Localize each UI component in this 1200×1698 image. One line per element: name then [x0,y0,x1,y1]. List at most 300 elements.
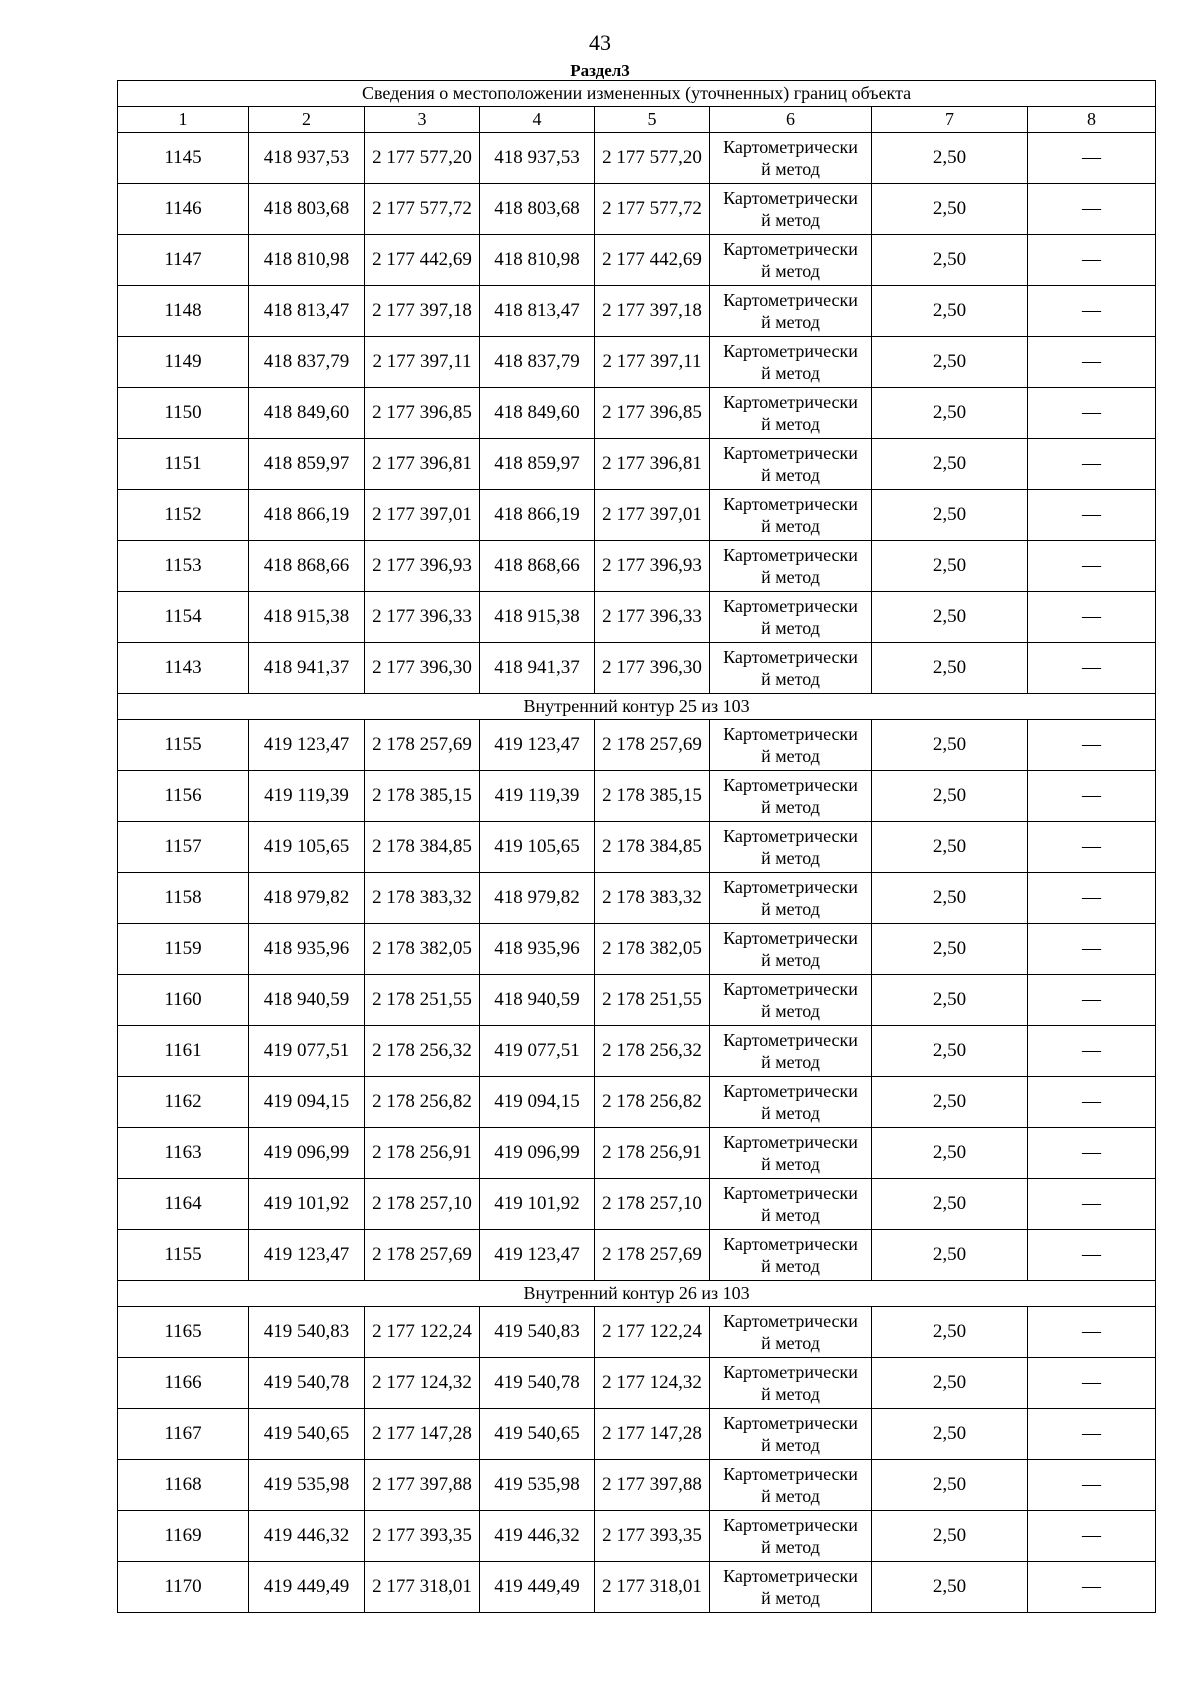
table-row [118,541,1156,592]
coord-y-cell: 2 178 257,10 [365,1179,480,1230]
description-cell: — [1028,1307,1156,1358]
accuracy-cell: 2,50 [872,975,1028,1026]
point-number-cell: 1149 [118,337,249,388]
coord-x-refined-cell: 419 119,39 [480,771,595,822]
coord-y-refined-cell: 2 177 396,85 [595,388,710,439]
page-number: 43 [589,30,611,55]
method-line: Картометрически [723,775,858,795]
method-line: Картометрически [723,341,858,361]
table-row [118,1307,1156,1358]
description-cell: — [1028,720,1156,771]
description-cell: — [1028,1409,1156,1460]
method-line: й метод [761,516,820,536]
description-cell: — [1028,1511,1156,1562]
coord-y-refined-cell: 2 177 397,11 [595,337,710,388]
coord-x-cell: 418 810,98 [249,235,365,286]
method-line: й метод [761,848,820,868]
coord-x-cell: 418 813,47 [249,286,365,337]
coord-y-cell: 2 177 124,32 [365,1358,480,1409]
point-number-cell: 1154 [118,592,249,643]
method-line: й метод [761,950,820,970]
table-row [118,490,1156,541]
coord-y-refined-cell: 2 177 442,69 [595,235,710,286]
coord-x-refined-cell: 418 940,59 [480,975,595,1026]
method-line: Картометрически [723,928,858,948]
description-cell: — [1028,1128,1156,1179]
coord-x-cell: 419 119,39 [249,771,365,822]
method-line: Картометрически [723,1030,858,1050]
accuracy-cell: 2,50 [872,1358,1028,1409]
contour-label: Внутренний контур 25 из 103 [118,694,1156,720]
coord-x-cell: 418 866,19 [249,490,365,541]
point-number-cell: 1165 [118,1307,249,1358]
description-cell: — [1028,873,1156,924]
table-title: Сведения о местоположении измененных (уточненных) границ объекта [118,81,1156,107]
method-line: й метод [761,1588,820,1608]
coord-x-refined-cell: 418 866,19 [480,490,595,541]
coord-x-cell: 419 096,99 [249,1128,365,1179]
point-number-cell: 1158 [118,873,249,924]
coord-y-refined-cell: 2 177 393,35 [595,1511,710,1562]
method-line: Картометрически [723,392,858,412]
method-cell [710,439,872,490]
method-line: Картометрически [723,1566,858,1586]
point-number-cell: 1160 [118,975,249,1026]
point-number-cell: 1169 [118,1511,249,1562]
method-cell [710,490,872,541]
coord-y-cell: 2 178 385,15 [365,771,480,822]
table-body [118,133,1156,1613]
table-row [118,439,1156,490]
coord-x-refined-cell: 418 810,98 [480,235,595,286]
contour-heading-row [118,694,1156,720]
point-number-cell: 1170 [118,1562,249,1613]
coord-y-refined-cell: 2 178 385,15 [595,771,710,822]
method-line: й метод [761,1154,820,1174]
coord-y-refined-cell: 2 178 384,85 [595,822,710,873]
method-line: Картометрически [723,1132,858,1152]
description-cell: — [1028,541,1156,592]
accuracy-cell: 2,50 [872,133,1028,184]
method-line: й метод [761,1384,820,1404]
accuracy-cell: 2,50 [872,1128,1028,1179]
table-title-row [118,81,1156,107]
accuracy-cell: 2,50 [872,286,1028,337]
table-row [118,643,1156,694]
coord-y-refined-cell: 2 177 122,24 [595,1307,710,1358]
coord-y-cell: 2 177 396,81 [365,439,480,490]
point-number-cell: 1145 [118,133,249,184]
description-cell: — [1028,1358,1156,1409]
table-row [118,975,1156,1026]
coord-y-cell: 2 178 256,82 [365,1077,480,1128]
coord-y-cell: 2 177 397,11 [365,337,480,388]
method-cell [710,1562,872,1613]
coord-y-refined-cell: 2 177 396,30 [595,643,710,694]
coord-x-refined-cell: 419 449,49 [480,1562,595,1613]
method-cell [710,1077,872,1128]
accuracy-cell: 2,50 [872,1179,1028,1230]
method-line: Картометрически [723,1413,858,1433]
point-number-cell: 1152 [118,490,249,541]
coord-y-cell: 2 177 396,33 [365,592,480,643]
coord-x-cell: 418 941,37 [249,643,365,694]
method-cell [710,235,872,286]
method-cell [710,822,872,873]
method-cell [710,541,872,592]
coord-y-refined-cell: 2 178 251,55 [595,975,710,1026]
description-cell: — [1028,388,1156,439]
coord-x-cell: 419 123,47 [249,720,365,771]
column-header: 1 [118,107,249,133]
method-line: Картометрически [723,647,858,667]
accuracy-cell: 2,50 [872,771,1028,822]
description-cell: — [1028,1077,1156,1128]
coord-x-refined-cell: 418 859,97 [480,439,595,490]
accuracy-cell: 2,50 [872,337,1028,388]
coord-y-cell: 2 178 251,55 [365,975,480,1026]
accuracy-cell: 2,50 [872,643,1028,694]
coord-x-refined-cell: 419 094,15 [480,1077,595,1128]
method-line: Картометрически [723,545,858,565]
point-number-cell: 1157 [118,822,249,873]
coord-x-refined-cell: 418 803,68 [480,184,595,235]
coord-x-cell: 419 094,15 [249,1077,365,1128]
column-header: 2 [249,107,365,133]
accuracy-cell: 2,50 [872,822,1028,873]
coord-x-cell: 419 446,32 [249,1511,365,1562]
coord-y-cell: 2 177 397,18 [365,286,480,337]
coord-y-cell: 2 177 396,30 [365,643,480,694]
table-row [118,133,1156,184]
column-header: 3 [365,107,480,133]
coord-y-refined-cell: 2 178 256,82 [595,1077,710,1128]
method-line: й метод [761,1435,820,1455]
accuracy-cell: 2,50 [872,235,1028,286]
method-line: Картометрически [723,239,858,259]
coord-y-refined-cell: 2 177 577,72 [595,184,710,235]
description-cell: — [1028,592,1156,643]
method-line: й метод [761,1103,820,1123]
coord-y-refined-cell: 2 178 257,69 [595,720,710,771]
coord-y-cell: 2 178 256,32 [365,1026,480,1077]
point-number-cell: 1151 [118,439,249,490]
coord-x-cell: 418 915,38 [249,592,365,643]
method-cell [710,643,872,694]
coord-y-cell: 2 178 384,85 [365,822,480,873]
table-row [118,286,1156,337]
coord-x-refined-cell: 418 868,66 [480,541,595,592]
method-line: Картометрически [723,1234,858,1254]
coord-x-cell: 419 101,92 [249,1179,365,1230]
point-number-cell: 1155 [118,720,249,771]
coord-x-refined-cell: 419 096,99 [480,1128,595,1179]
method-line: й метод [761,1205,820,1225]
table-row [118,873,1156,924]
method-line: й метод [761,618,820,638]
coord-x-cell: 418 837,79 [249,337,365,388]
table-row [118,771,1156,822]
accuracy-cell: 2,50 [872,388,1028,439]
description-cell: — [1028,490,1156,541]
point-number-cell: 1148 [118,286,249,337]
description-cell: — [1028,439,1156,490]
coord-y-cell: 2 177 396,85 [365,388,480,439]
point-number-cell: 1147 [118,235,249,286]
accuracy-cell: 2,50 [872,1026,1028,1077]
method-cell [710,924,872,975]
method-line: Картометрически [723,1515,858,1535]
method-line: Картометрически [723,137,858,157]
method-line: й метод [761,1537,820,1557]
method-line: Картометрически [723,724,858,744]
table-row [118,388,1156,439]
method-line: Картометрически [723,826,858,846]
method-cell [710,1307,872,1358]
method-cell [710,1128,872,1179]
description-cell: — [1028,1179,1156,1230]
coord-x-cell: 419 077,51 [249,1026,365,1077]
point-number-cell: 1156 [118,771,249,822]
coord-x-refined-cell: 418 813,47 [480,286,595,337]
coord-x-refined-cell: 418 941,37 [480,643,595,694]
accuracy-cell: 2,50 [872,439,1028,490]
coord-x-cell: 419 535,98 [249,1460,365,1511]
coord-x-cell: 418 937,53 [249,133,365,184]
method-cell [710,1179,872,1230]
method-line: й метод [761,210,820,230]
accuracy-cell: 2,50 [872,873,1028,924]
table-row [118,1358,1156,1409]
coord-y-refined-cell: 2 177 318,01 [595,1562,710,1613]
method-cell [710,133,872,184]
coord-x-cell: 418 935,96 [249,924,365,975]
method-line: й метод [761,414,820,434]
coord-x-refined-cell: 419 123,47 [480,1230,595,1281]
point-number-cell: 1164 [118,1179,249,1230]
method-cell [710,592,872,643]
coord-y-cell: 2 178 256,91 [365,1128,480,1179]
coord-x-cell: 418 868,66 [249,541,365,592]
method-cell [710,1409,872,1460]
coord-x-cell: 419 540,78 [249,1358,365,1409]
method-line: Картометрически [723,1464,858,1484]
point-number-cell: 1163 [118,1128,249,1179]
method-cell [710,184,872,235]
coord-x-cell: 418 859,97 [249,439,365,490]
coord-y-refined-cell: 2 177 397,88 [595,1460,710,1511]
method-cell [710,1358,872,1409]
description-cell: — [1028,924,1156,975]
coord-y-cell: 2 177 577,72 [365,184,480,235]
description-cell: — [1028,771,1156,822]
accuracy-cell: 2,50 [872,592,1028,643]
method-cell [710,286,872,337]
coord-x-cell: 419 105,65 [249,822,365,873]
coord-x-refined-cell: 419 540,83 [480,1307,595,1358]
table-row [118,1179,1156,1230]
point-number-cell: 1150 [118,388,249,439]
coord-x-refined-cell: 418 837,79 [480,337,595,388]
coord-y-cell: 2 177 397,01 [365,490,480,541]
description-cell: — [1028,975,1156,1026]
section-label: Раздел3 [570,61,630,80]
coord-x-cell: 418 849,60 [249,388,365,439]
coord-x-cell: 418 940,59 [249,975,365,1026]
coord-y-refined-cell: 2 177 396,93 [595,541,710,592]
description-cell: — [1028,1460,1156,1511]
method-line: й метод [761,159,820,179]
method-line: Картометрически [723,188,858,208]
method-line: Картометрически [723,1183,858,1203]
method-line: й метод [761,363,820,383]
coord-x-refined-cell: 418 979,82 [480,873,595,924]
coord-y-refined-cell: 2 178 256,91 [595,1128,710,1179]
method-line: й метод [761,1052,820,1072]
table-row [118,1128,1156,1179]
coord-x-refined-cell: 419 540,78 [480,1358,595,1409]
method-cell [710,1460,872,1511]
accuracy-cell: 2,50 [872,1409,1028,1460]
method-line: й метод [761,1001,820,1021]
coord-y-cell: 2 178 257,69 [365,720,480,771]
method-line: й метод [761,1256,820,1276]
method-line: Картометрически [723,877,858,897]
point-number-cell: 1153 [118,541,249,592]
coord-y-refined-cell: 2 177 124,32 [595,1358,710,1409]
method-line: Картометрически [723,494,858,514]
coord-y-cell: 2 178 257,69 [365,1230,480,1281]
accuracy-cell: 2,50 [872,924,1028,975]
method-line: й метод [761,1486,820,1506]
accuracy-cell: 2,50 [872,720,1028,771]
description-cell: — [1028,1230,1156,1281]
coord-x-cell: 418 979,82 [249,873,365,924]
method-line: й метод [761,746,820,766]
coord-y-cell: 2 177 122,24 [365,1307,480,1358]
coord-y-cell: 2 178 383,32 [365,873,480,924]
coord-y-cell: 2 177 577,20 [365,133,480,184]
column-header: 7 [872,107,1028,133]
coord-x-refined-cell: 419 535,98 [480,1460,595,1511]
point-number-cell: 1155 [118,1230,249,1281]
table-row [118,1077,1156,1128]
method-line: Картометрически [723,1081,858,1101]
method-cell [710,1026,872,1077]
coord-y-refined-cell: 2 177 396,81 [595,439,710,490]
coord-x-cell: 419 449,49 [249,1562,365,1613]
coord-x-refined-cell: 419 123,47 [480,720,595,771]
coord-x-refined-cell: 419 101,92 [480,1179,595,1230]
method-cell [710,771,872,822]
table-row [118,1562,1156,1613]
description-cell: — [1028,286,1156,337]
table-row [118,1026,1156,1077]
accuracy-cell: 2,50 [872,1511,1028,1562]
coord-y-cell: 2 177 147,28 [365,1409,480,1460]
coord-x-cell: 419 123,47 [249,1230,365,1281]
coord-x-refined-cell: 418 915,38 [480,592,595,643]
accuracy-cell: 2,50 [872,490,1028,541]
table-row [118,924,1156,975]
coord-y-cell: 2 178 382,05 [365,924,480,975]
coord-y-refined-cell: 2 177 397,01 [595,490,710,541]
coord-y-refined-cell: 2 177 577,20 [595,133,710,184]
accuracy-cell: 2,50 [872,1562,1028,1613]
method-line: Картометрически [723,290,858,310]
accuracy-cell: 2,50 [872,184,1028,235]
table-row [118,1230,1156,1281]
accuracy-cell: 2,50 [872,1307,1028,1358]
method-line: й метод [761,797,820,817]
method-line: й метод [761,567,820,587]
method-line: й метод [761,312,820,332]
coord-y-refined-cell: 2 178 256,32 [595,1026,710,1077]
description-cell: — [1028,822,1156,873]
accuracy-cell: 2,50 [872,1230,1028,1281]
coord-x-cell: 419 540,65 [249,1409,365,1460]
coord-y-refined-cell: 2 178 257,10 [595,1179,710,1230]
point-number-cell: 1161 [118,1026,249,1077]
method-line: й метод [761,669,820,689]
method-line: Картометрически [723,443,858,463]
table-row [118,592,1156,643]
table-row [118,337,1156,388]
table-row [118,184,1156,235]
method-line: й метод [761,1333,820,1353]
accuracy-cell: 2,50 [872,541,1028,592]
method-cell [710,720,872,771]
description-cell: — [1028,184,1156,235]
point-number-cell: 1159 [118,924,249,975]
method-cell [710,1511,872,1562]
method-cell [710,873,872,924]
coord-y-cell: 2 177 397,88 [365,1460,480,1511]
point-number-cell: 1162 [118,1077,249,1128]
column-header: 4 [480,107,595,133]
coord-x-refined-cell: 419 077,51 [480,1026,595,1077]
column-header: 5 [595,107,710,133]
description-cell: — [1028,337,1156,388]
table-row [118,720,1156,771]
method-line: й метод [761,899,820,919]
accuracy-cell: 2,50 [872,1077,1028,1128]
coord-y-refined-cell: 2 177 397,18 [595,286,710,337]
table-row [118,1409,1156,1460]
method-line: Картометрически [723,1362,858,1382]
method-line: й метод [761,261,820,281]
method-cell [710,337,872,388]
contour-heading-row [118,1281,1156,1307]
coord-x-refined-cell: 418 935,96 [480,924,595,975]
coord-x-refined-cell: 419 446,32 [480,1511,595,1562]
point-number-cell: 1167 [118,1409,249,1460]
table-row [118,235,1156,286]
description-cell: — [1028,1562,1156,1613]
coord-x-refined-cell: 419 105,65 [480,822,595,873]
coord-y-cell: 2 177 442,69 [365,235,480,286]
coord-y-cell: 2 177 393,35 [365,1511,480,1562]
boundary-coordinates-table [117,80,1156,1613]
column-header: 6 [710,107,872,133]
column-header: 8 [1028,107,1156,133]
point-number-cell: 1146 [118,184,249,235]
description-cell: — [1028,235,1156,286]
coord-y-cell: 2 177 318,01 [365,1562,480,1613]
method-line: Картометрически [723,979,858,999]
point-number-cell: 1143 [118,643,249,694]
point-number-cell: 1166 [118,1358,249,1409]
